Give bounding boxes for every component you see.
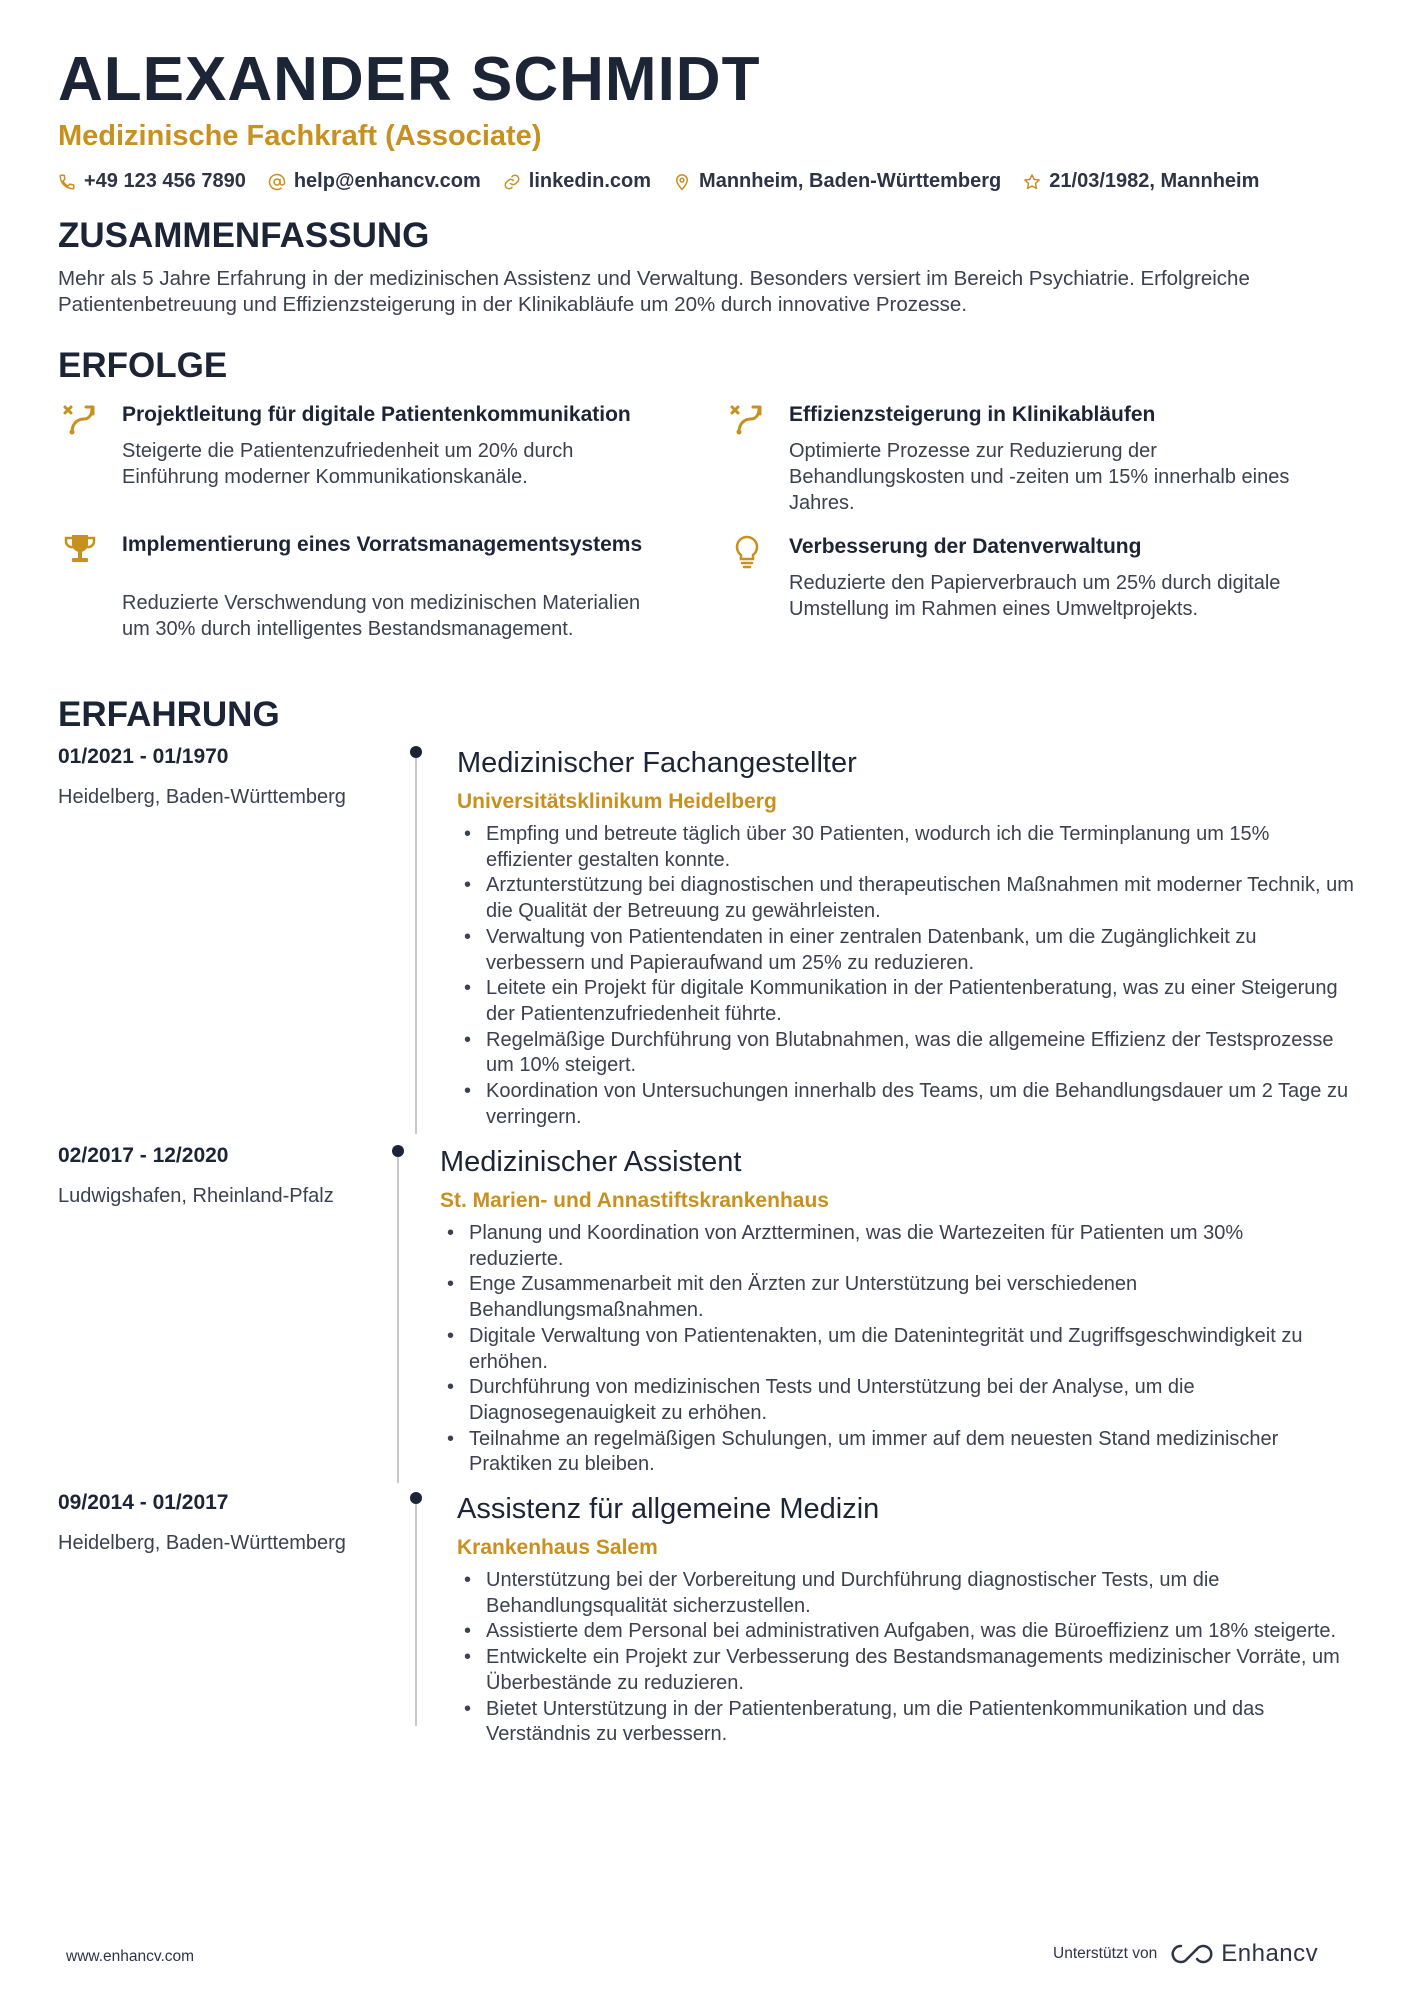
job-bullets [458,1568,1358,1748]
list-item: • Arztunterstützung bei diagnostischen und therapeutischen Maßnahmen mit moderner Technik, um die Qualität der Betreuung zu gewährleisten. [458,873,1358,924]
footer-branding [1053,1940,1318,1968]
job-date: 09/2014 - 01/2017 [58,1491,229,1514]
powered-by-label: Unterstützt von [1053,1945,1158,1962]
list-item: • Verwaltung von Patientendaten in einer zentralen Datenbank, um die Zugänglichkeit zu verbessern und Papieraufwand um 25% zu reduzieren. [458,925,1358,976]
job-location: Heidelberg, Baden-Württemberg [58,1532,346,1554]
achievement-title: Effizienzsteigerung in Klinikabläufen [789,403,1156,426]
phone-icon [58,173,76,191]
enhancv-logo [1169,1940,1318,1968]
job-location: Ludwigshafen, Rheinland-Pfalz [58,1185,334,1207]
achievement-desc: Reduzierte Verschwendung von medizinischen Materialien um 30% durch intelligentes Bestandsmanagement. [122,592,641,640]
experience-heading: ERFAHRUNG [58,695,280,734]
candidate-name: ALEXANDER SCHMIDT [58,45,761,114]
achievement-desc: Optimierte Prozesse zur Reduzierung der Behandlungskosten und -zeiten um 15% innerhalb eines Jahres. [789,440,1290,514]
timeline-line [415,1504,417,1726]
summary-heading: ZUSAMMENFASSUNG [58,216,430,255]
contact-phone-text: +49 123 456 7890 [84,170,246,192]
list-item: • Digitale Verwaltung von Patientenakten, um die Datenintegrität und Zugriffsgeschwindigkeit zu erhöhen. [441,1324,1341,1375]
list-item: • Teilnahme an regelmäßigen Schulungen, um immer auf dem neuesten Stand medizinischer Praktiken zu bleiben. [441,1427,1341,1478]
job-company: Universitätsklinikum Heidelberg [457,790,777,813]
job-location: Heidelberg, Baden-Württemberg [58,786,346,808]
achievement-desc: Reduzierte den Papierverbrauch um 25% durch digitale Umstellung im Rahmen eines Umweltprojekts. [789,572,1281,620]
achievement-title: Verbesserung der Datenverwaltung [789,535,1142,558]
list-item: • Unterstützung bei der Vorbereitung und Durchführung diagnostischer Tests, um die Behandlungsqualität sicherzustellen. [458,1568,1358,1619]
contact-birth [1023,170,1259,193]
candidate-title: Medizinische Fachkraft (Associate) [58,120,542,152]
job-title: Medizinischer Fachangestellter [457,747,857,779]
list-item: • Assistierte dem Personal bei administrativen Aufgaben, was die Büroeffizienz um 18% steigerte. [458,1619,1358,1645]
achievement-title: Implementierung eines Vorratsmanagementsystems [122,533,643,556]
summary-text: Mehr als 5 Jahre Erfahrung in der medizinischen Assistenz und Verwaltung. Besonders versiert im Bereich Psychiatrie. Erfolgreiche Patientenbetreuung und Effizienzsteigerung in der Klinikabläufe um 20% durch innovative Prozesse. [58,267,1250,316]
job-title: Assistenz für allgemeine Medizin [457,1493,880,1525]
contact-linkedin-text: linkedin.com [528,170,652,192]
timeline-line [415,758,417,1134]
job-title: Medizinischer Assistent [440,1146,742,1178]
list-item: • Planung und Koordination von Arztterminen, was die Wartezeiten für Patienten um 30% reduzierte. [441,1221,1341,1272]
strategy-icon [62,401,98,437]
list-item: • Regelmäßige Durchführung von Blutabnahmen, was die allgemeine Effizienz der Testsprozesse um 10% steigert. [458,1028,1358,1079]
job-bullets [458,822,1358,1130]
at-icon [268,173,286,191]
brand-name: Enhancv [1221,1940,1319,1967]
trophy-icon [62,531,98,567]
timeline-dot [392,1145,404,1157]
job-date: 01/2021 - 01/1970 [58,745,229,768]
link-icon [503,173,521,191]
contact-email-text: help@enhancv.com [293,170,481,192]
strategy-icon [729,401,765,437]
contact-linkedin[interactable] [503,170,651,193]
timeline-line [397,1157,399,1483]
list-item: • Leitete ein Projekt für digitale Kommunikation in der Patientenberatung, was zu einer Steigerung der Patientenzufriedenheit führte. [458,976,1358,1027]
star-icon [1023,173,1041,191]
achievement-title: Projektleitung für digitale Patientenkommunikation [122,403,631,426]
list-item: • Bietet Unterstützung in der Patientenberatung, um die Patientenkommunikation und das Verständnis zu verbessern. [458,1697,1358,1748]
contact-birth-text: 21/03/1982, Mannheim [1049,170,1260,192]
contact-bar [58,170,1281,193]
achievement-desc: Steigerte die Patientenzufriedenheit um 20% durch Einführung moderner Kommunikationskanäle. [122,440,574,488]
lightbulb-icon [729,533,765,569]
timeline-dot [410,746,422,758]
job-date: 02/2017 - 12/2020 [58,1144,229,1167]
contact-phone[interactable] [58,170,246,193]
job-company: Krankenhaus Salem [457,1536,658,1559]
timeline-dot [410,1492,422,1504]
location-icon [673,173,691,191]
job-company: St. Marien- und Annastiftskrankenhaus [440,1189,829,1212]
enhancv-logo-icon [1169,1942,1215,1966]
list-item: • Durchführung von medizinischen Tests und Unterstützung bei der Analyse, um die Diagnosegenauigkeit zu erhöhen. [441,1375,1341,1426]
contact-location [673,170,1001,193]
contact-email[interactable] [268,170,481,193]
job-bullets [441,1221,1341,1478]
contact-location-text: Mannheim, Baden-Württemberg [699,170,1002,192]
list-item: • Empfing und betreute täglich über 30 Patienten, wodurch ich die Terminplanung um 15% effizienter gestalten konnte. [458,822,1358,873]
footer-website[interactable]: www.enhancv.com [66,1948,195,1965]
list-item: • Koordination von Untersuchungen innerhalb des Teams, um die Behandlungsdauer um 2 Tage zu verringern. [458,1079,1358,1130]
list-item: • Enge Zusammenarbeit mit den Ärzten zur Unterstützung bei verschiedenen Behandlungsmaßnahmen. [441,1272,1341,1323]
achievements-heading: ERFOLGE [58,346,228,385]
list-item: • Entwickelte ein Projekt zur Verbesserung des Bestandsmanagements medizinischer Vorräte, um Überbestände zu reduzieren. [458,1645,1358,1696]
